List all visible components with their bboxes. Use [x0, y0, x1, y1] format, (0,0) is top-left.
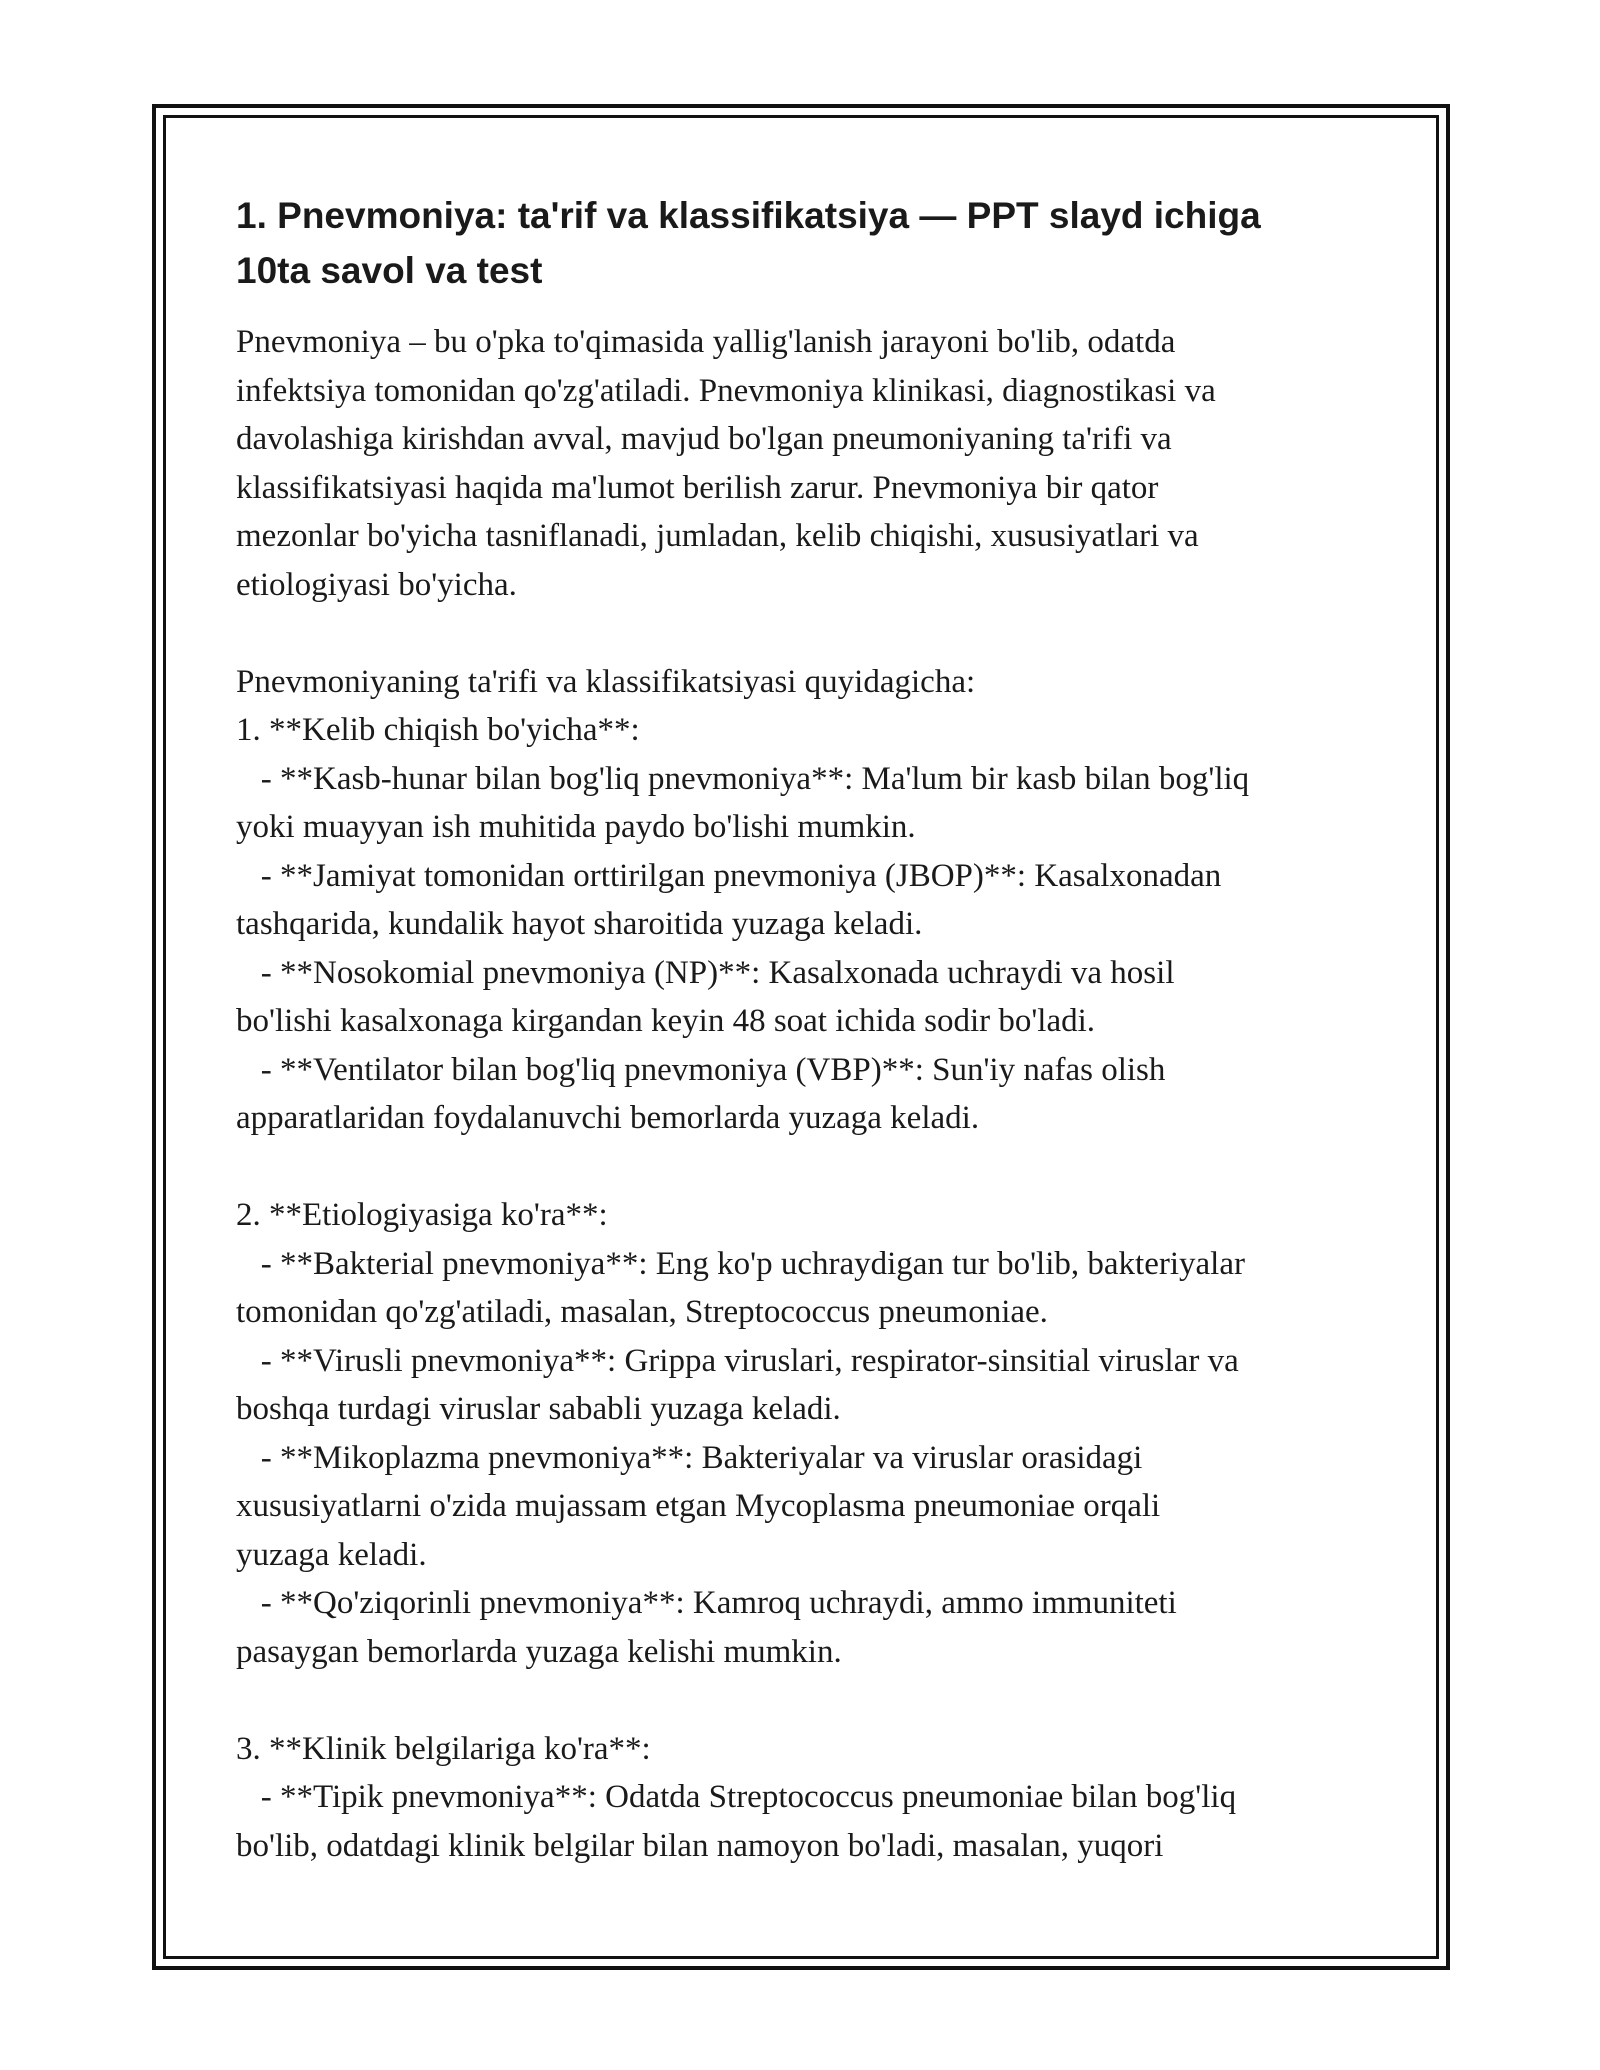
text-line: yoki muayyan ish muhitida paydo bo'lishi mumkin. — [236, 809, 916, 845]
list-item: - **Kasb-hunar bilan bog'liq pnevmoniya**: Ma'lum bir kasb bilan bog'liq — [236, 760, 1250, 797]
list-item: - **Virusli pnevmoniya**: Grippa viruslari, respirator-sinsitial viruslar va — [236, 1342, 1239, 1379]
text-line: pasaygan bemorlarda yuzaga kelishi mumkin. — [236, 1633, 842, 1670]
classification-origin — [236, 658, 1376, 1143]
intro-paragraph — [236, 318, 1376, 609]
text-line: mezonlar bo'yicha tasniflanadi, jumladan, kelib chiqishi, xususiyatlari va — [236, 518, 1199, 554]
classification-clinical — [236, 1725, 1376, 1871]
text-line: yuzaga keladi. — [236, 1536, 427, 1573]
document-title: 1. Pnevmoniya: ta'rif va klassifikatsiya — PPT slayd ichiga 10ta savol va test — [236, 195, 1261, 291]
paragraph-gap — [236, 1143, 1376, 1192]
text-line: tashqarida, kundalik hayot sharoitida yuzaga keladi. — [236, 906, 923, 942]
text-line: davolashiga kirishdan avval, mavjud bo'lgan pneumoniyaning ta'rifi va — [236, 421, 1172, 457]
text-line: bo'lib, odatdagi klinik belgilar bilan namoyon bo'ladi, masalan, yuqori — [236, 1827, 1164, 1864]
list-heading: 2. **Etiologiyasiga ko'ra**: — [236, 1197, 608, 1233]
list-item: - **Mikoplazma pnevmoniya**: Bakteriyalar va viruslar orasidagi — [236, 1439, 1143, 1476]
classification-etiology — [236, 1191, 1376, 1676]
text-line: Pnevmoniya – bu o'pka to'qimasida yallig'lanish jarayoni bo'lib, odatda — [236, 324, 1176, 360]
text-line: etiologiyasi bo'yicha. — [236, 566, 517, 603]
list-heading: 3. **Klinik belgilariga ko'ra**: — [236, 1730, 651, 1767]
text-line: xususiyatlarni o'zida mujassam etgan Mycoplasma pneumoniae orqali — [236, 1488, 1161, 1524]
list-item: - **Tipik pnevmoniya**: Odatda Streptococcus pneumoniae bilan bog'liq — [236, 1779, 1237, 1815]
paragraph-gap — [236, 1676, 1376, 1725]
list-item: - **Qo'ziqorinli pnevmoniya**: Kamroq uchraydi, ammo immuniteti — [236, 1585, 1177, 1621]
list-heading: 1. **Kelib chiqish bo'yicha**: — [236, 712, 640, 748]
document-body — [236, 188, 1376, 1870]
list-item: - **Ventilator bilan bog'liq pnevmoniya (VBP)**: Sun'iy nafas olish — [236, 1051, 1166, 1088]
list-item: - **Nosokomial pnevmoniya (NP)**: Kasalxonada uchraydi va hosil — [236, 954, 1175, 991]
list-item: - **Jamiyat tomonidan orttirilgan pnevmoniya (JBOP)**: Kasalxonadan — [236, 857, 1222, 894]
list-item: - **Bakterial pnevmoniya**: Eng ko'p uchraydigan tur bo'lib, bakteriyalar — [236, 1245, 1245, 1282]
text-line: boshqa turdagi viruslar sababli yuzaga keladi. — [236, 1391, 841, 1427]
text-line: infektsiya tomonidan qo'zg'atiladi. Pnevmoniya klinikasi, diagnostikasi va — [236, 372, 1216, 409]
text-line: apparatlaridan foydalanuvchi bemorlarda yuzaga keladi. — [236, 1100, 980, 1136]
text-line: tomonidan qo'zg'atiladi, masalan, Streptococcus pneumoniae. — [236, 1294, 1048, 1330]
text-line: Pnevmoniyaning ta'rifi va klassifikatsiyasi quyidagicha: — [236, 663, 976, 700]
text-line: bo'lishi kasalxonaga kirgandan keyin 48 soat ichida sodir bo'ladi. — [236, 1003, 1096, 1039]
paragraph-gap — [236, 609, 1376, 658]
text-line: klassifikatsiyasi haqida ma'lumot berilish zarur. Pnevmoniya bir qator — [236, 469, 1159, 506]
